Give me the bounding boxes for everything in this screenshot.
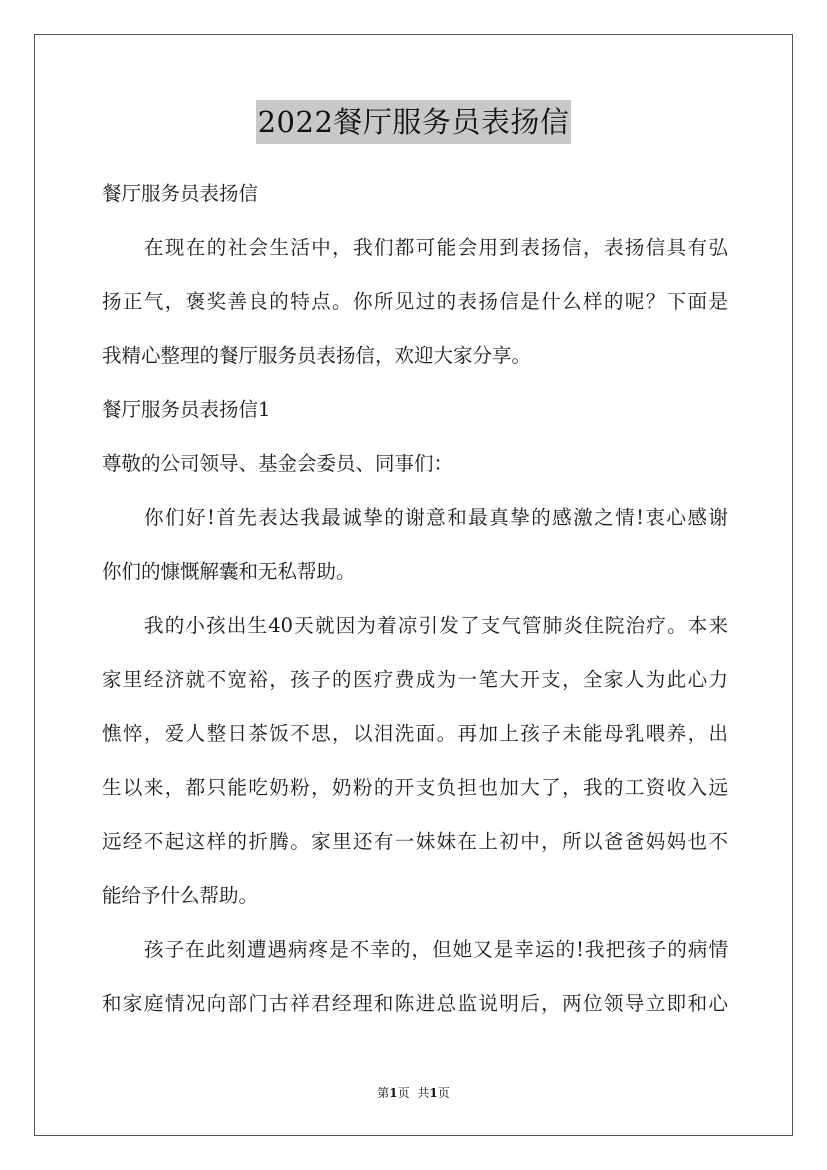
paragraph-line: 远经不起这样的折腾。家里还有一妹妹在上初中，所以爸爸妈妈也不 (102, 830, 728, 853)
document-title: 2022餐厅服务员表扬信 (256, 100, 572, 144)
section-heading: 餐厅服务员表扬信1 (102, 398, 271, 421)
paragraph-line: 你们的慷慨解囊和无私帮助。 (102, 560, 356, 583)
paragraph-line: 我精心整理的餐厅服务员表扬信，欢迎大家分享。 (102, 344, 532, 367)
total-label-prefix: 共 (417, 1086, 430, 1100)
page-number: 1 (389, 1086, 398, 1100)
paragraph-line: 家里经济就不宽裕，孩子的医疗费成为一笔大开支，全家人为此心力 (102, 668, 728, 691)
total-pages: 1 (429, 1086, 438, 1100)
paragraph-line: 憔悴，爱人整日茶饭不思，以泪洗面。再加上孩子未能母乳喂养，出 (102, 722, 728, 745)
paragraph-line: 生以来，都只能吃奶粉，奶粉的开支负担也加大了，我的工资收入远 (102, 776, 728, 799)
paragraph-line: 扬正气，褒奖善良的特点。你所见过的表扬信是什么样的呢？下面是 (102, 290, 728, 313)
paragraph-line: 你们好!首先表达我最诚挚的谢意和最真挚的感激之情!衷心感谢 (144, 506, 728, 529)
page-label-suffix: 页 (397, 1086, 410, 1100)
paragraph-line: 和家庭情况向部门古祥君经理和陈进总监说明后，两位领导立即和心 (102, 992, 728, 1015)
salutation-line: 尊敬的公司领导、基金会委员、同事们： (102, 452, 454, 475)
page-label-prefix: 第 (377, 1086, 390, 1100)
paragraph-line: 孩子在此刻遭遇病疼是不幸的，但她又是幸运的!我把孩子的病情 (144, 938, 728, 961)
page-footer (0, 1085, 827, 1101)
subtitle-line: 餐厅服务员表扬信 (102, 182, 259, 205)
total-label-suffix: 页 (437, 1086, 450, 1100)
title-container (0, 100, 827, 144)
paragraph-line: 我的小孩出生40天就因为着凉引发了支气管肺炎住院治疗。本来 (144, 614, 728, 637)
paragraph-line: 能给予什么帮助。 (102, 884, 259, 907)
paragraph-line: 在现在的社会生活中，我们都可能会用到表扬信，表扬信具有弘 (144, 236, 728, 259)
